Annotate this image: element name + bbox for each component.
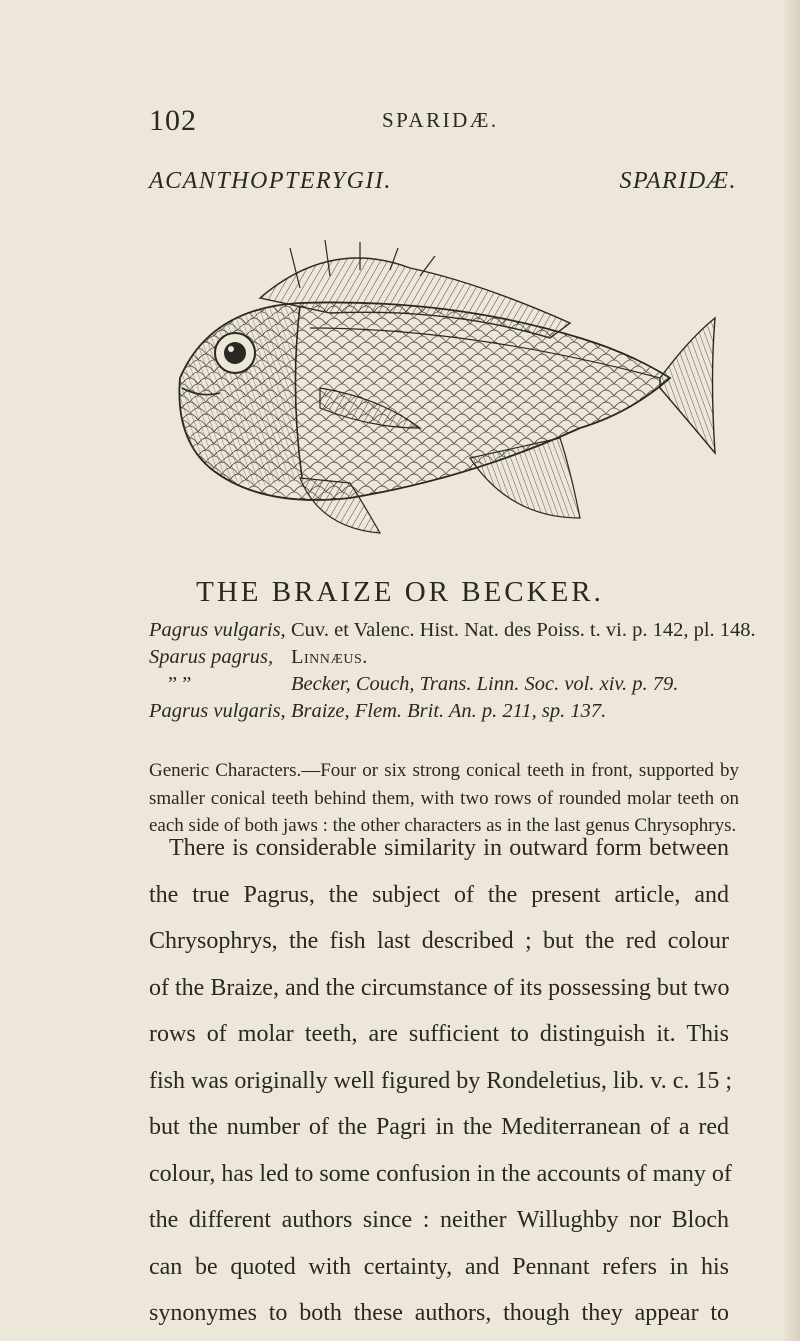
synonym-name: ” ”	[168, 673, 192, 695]
text-line: of the Braize, and the circumstance of its possessing but two	[149, 974, 730, 1001]
synonym-row	[149, 619, 756, 642]
text-line: can be quoted with certainty, and Pennant refers in his	[149, 1253, 729, 1280]
text-line: the different authors since : neither Willughby nor Bloch	[149, 1207, 729, 1233]
synonym-name: Pagrus vulgaris,	[149, 700, 286, 722]
synonym-row	[168, 673, 679, 696]
running-head: SPARIDÆ.	[382, 108, 499, 132]
body-text	[149, 825, 733, 1337]
family-heading: SPARIDÆ.	[619, 168, 737, 194]
article-title: THE BRAIZE OR BECKER.	[196, 576, 604, 608]
text-line: each side of both jaws : the other characters as in the last genus Chrysophrys.	[149, 815, 737, 836]
text-line: synonymes to both these authors, though they appear to	[149, 1300, 729, 1326]
text-line: colour, has led to some confusion in the accounts of many of	[149, 1160, 732, 1187]
text-line: rows of molar teeth, are sufficient to distinguish it. This	[149, 1021, 729, 1047]
page-edge-shadow	[782, 0, 800, 1341]
page-number: 102	[149, 104, 197, 137]
synonym-row	[149, 646, 368, 669]
text-line: fish was originally well figured by Rondeletius, lib. v. c. 15 ;	[149, 1067, 733, 1094]
synonym-row	[149, 700, 607, 723]
fish-illustration	[150, 228, 730, 558]
text-line: Generic Characters.—Four or six strong conical teeth in front, supported by	[149, 760, 739, 781]
text-line: but the number of the Pagri in the Mediterranean of a red	[149, 1114, 729, 1140]
synonym-name: Sparus pagrus,	[149, 646, 274, 668]
text-line: There is considerable similarity in outward form between	[169, 835, 729, 861]
synonym-reference: Becker, Couch, Trans. Linn. Soc. vol. xiv. p. 79.	[291, 673, 679, 695]
synonym-reference: Cuv. et Valenc. Hist. Nat. des Poiss. t. vi. p. 142, pl. 148.	[291, 619, 756, 641]
text-line: smaller conical teeth behind them, with two rows of rounded molar teeth on	[149, 787, 739, 809]
text-line: Chrysophrys, the fish last described ; but the red colour	[149, 928, 729, 954]
text-line: the true Pagrus, the subject of the present article, and	[149, 881, 729, 908]
synonym-name: Pagrus vulgaris,	[149, 619, 286, 641]
synonym-reference: Linnæus.	[291, 646, 368, 668]
order-heading: ACANTHOPTERYGII.	[149, 168, 392, 194]
synonym-reference: Braize, Flem. Brit. An. p. 211, sp. 137.	[291, 700, 607, 722]
